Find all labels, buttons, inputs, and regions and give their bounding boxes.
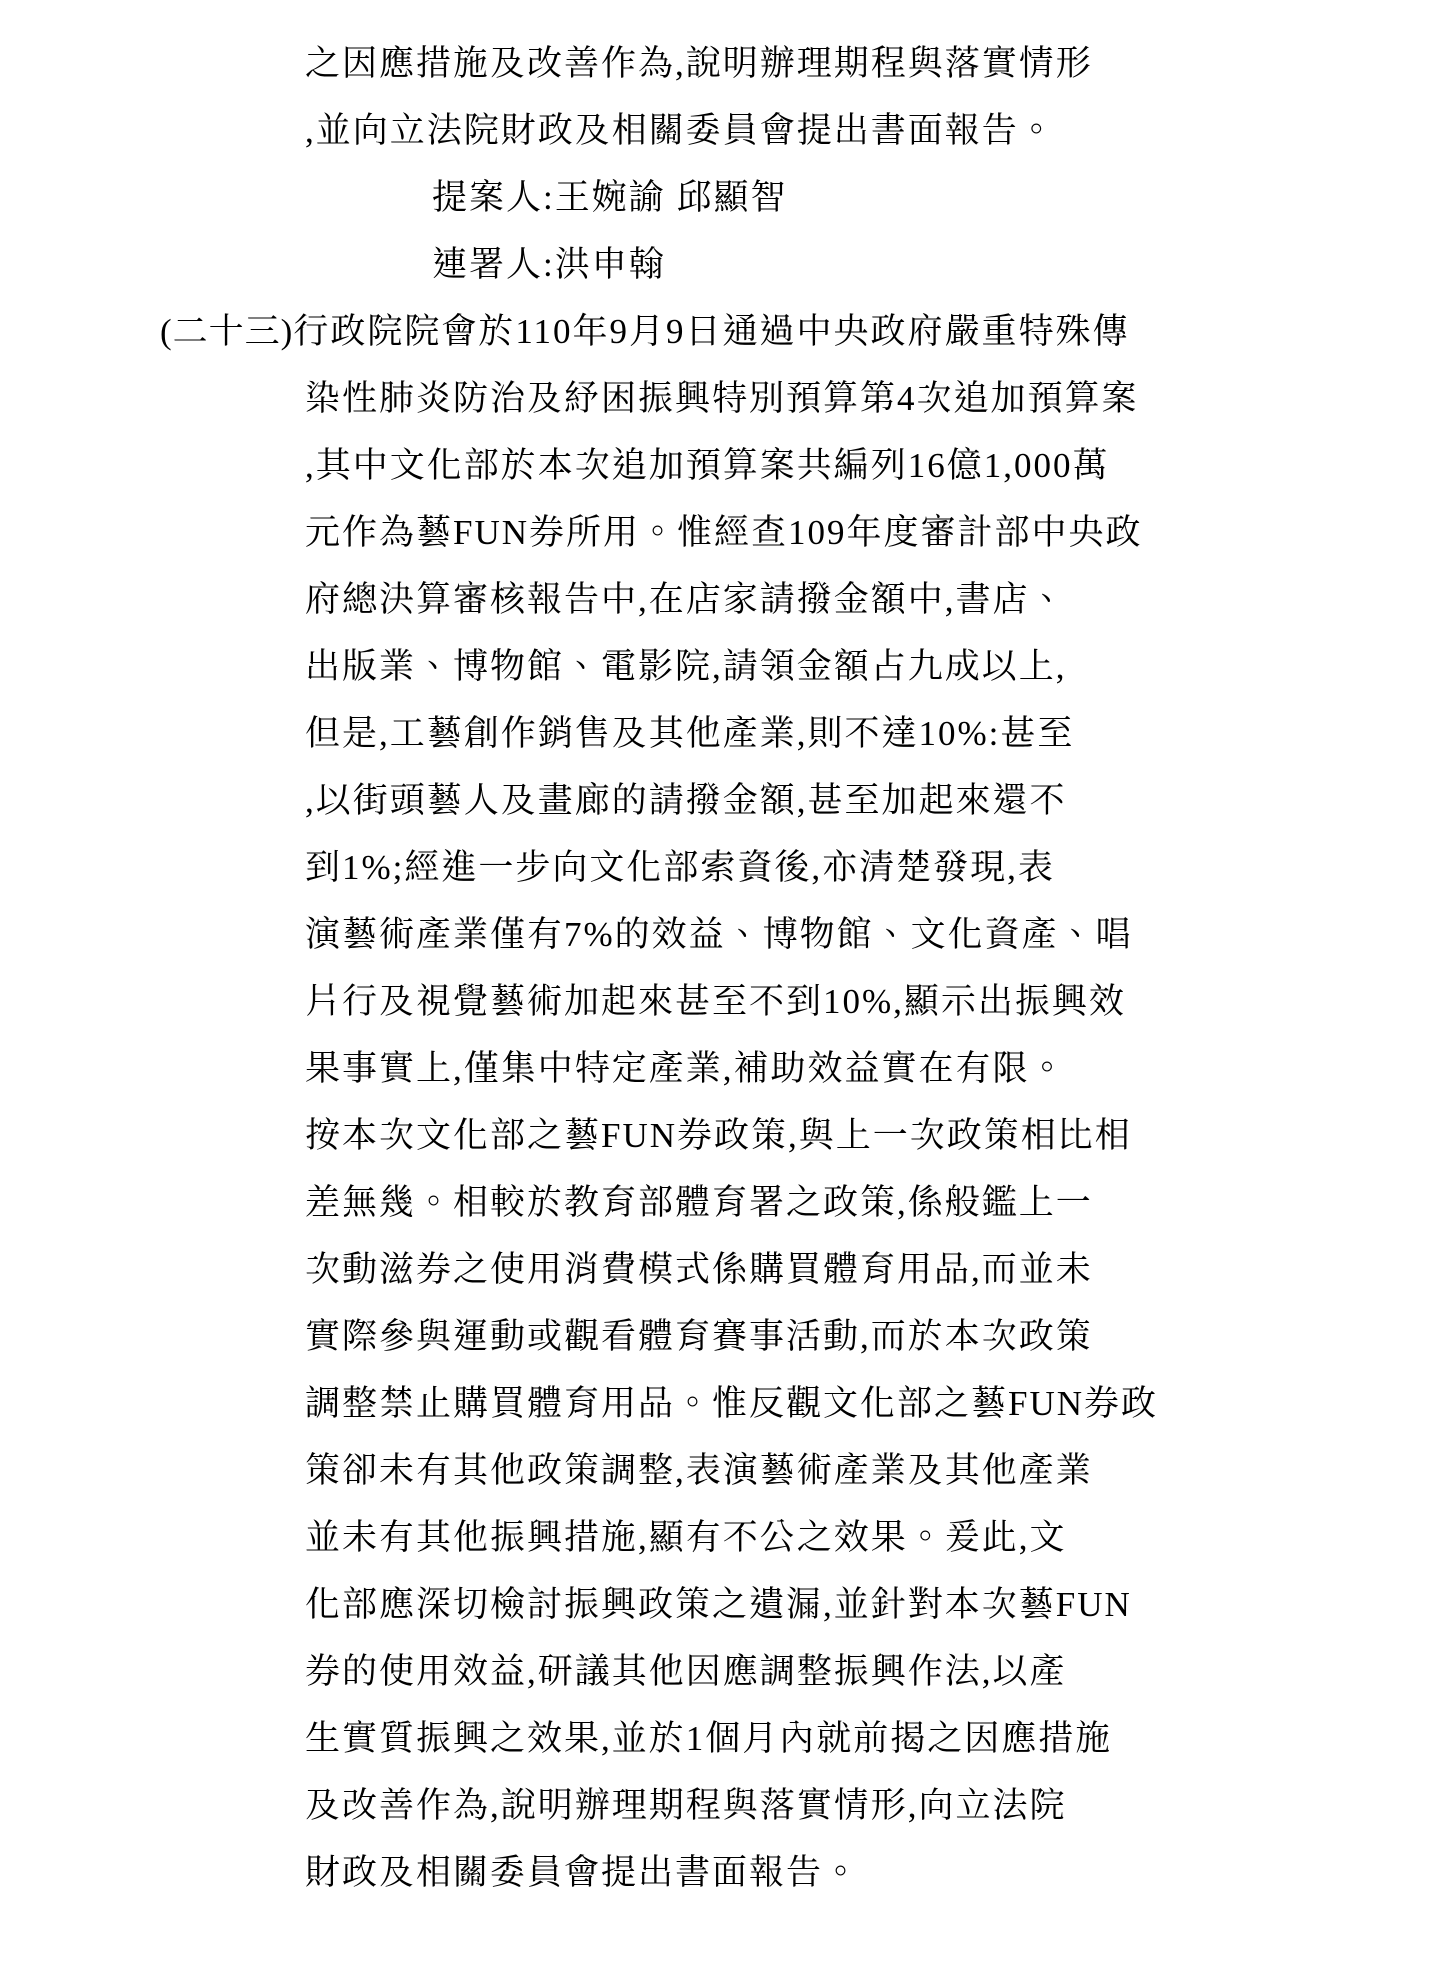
item-23-line: 化部應深切檢討振興政策之遺漏,並針對本次藝FUN — [305, 1585, 1132, 1624]
carryover-line: 之因應措施及改善作為,說明辦理期程與落實情形 — [305, 44, 1093, 83]
item-23-line: 生實質振興之效果,並於1個月內就前揭之因應措施 — [305, 1719, 1113, 1758]
item-23-line: 片行及視覺藝術加起來甚至不到10%,顯示出振興效 — [305, 982, 1126, 1021]
item-23-line: 財政及相關委員會提出書面報告。 — [305, 1853, 861, 1892]
item-23-line: 但是,工藝創作銷售及其他產業,則不達10%:甚至 — [305, 714, 1075, 753]
item-23-first-text: 行政院院會於110年9月9日通過中央政府嚴重特殊傳 — [293, 312, 1130, 351]
item-23-line: 元作為藝FUN券所用。惟經查109年度審計部中央政 — [305, 513, 1143, 552]
item-23-line: 及改善作為,說明辦理期程與落實情形,向立法院 — [305, 1786, 1067, 1825]
item-23-line: 差無幾。相較於教育部體育署之政策,係般鑑上一 — [305, 1183, 1093, 1222]
item-23-line: 果事實上,僅集中特定產業,補助效益實在有限。 — [305, 1049, 1067, 1088]
item-23-line: 實際參與運動或觀看體育賽事活動,而於本次政策 — [305, 1317, 1093, 1356]
document-text-block — [0, 30, 1442, 1906]
item-23-line: 到1%;經進一步向文化部索資後,亦清楚發現,表 — [305, 848, 1055, 887]
item-23-first-line — [160, 298, 1442, 365]
cosigner-line: 連署人:洪申翰 — [432, 245, 666, 284]
item-23-line: 演藝術產業僅有7%的效益、博物館、文化資產、唱 — [305, 915, 1133, 954]
item-23-line: ,其中文化部於本次追加預算案共編列16億1,000萬 — [305, 446, 1110, 485]
item-23-number: (二十三) — [160, 312, 294, 351]
item-23-line: ,以街頭藝人及畫廊的請撥金額,甚至加起來還不 — [305, 781, 1067, 820]
item-23-line: 染性肺炎防治及紓困振興特別預算第4次追加預算案 — [305, 379, 1139, 418]
carryover-line: ,並向立法院財政及相關委員會提出書面報告。 — [305, 111, 1056, 150]
item-23-line: 策卻未有其他政策調整,表演藝術產業及其他產業 — [305, 1451, 1093, 1490]
item-23-line: 調整禁止購買體育用品。惟反觀文化部之藝FUN券政 — [305, 1384, 1159, 1423]
proposer-line: 提案人:王婉諭 邱顯智 — [432, 178, 788, 217]
item-23-line: 並未有其他振興措施,顯有不公之效果。爰此,文 — [305, 1518, 1067, 1557]
item-23-line: 府總決算審核報告中,在店家請撥金額中,書店、 — [305, 580, 1067, 619]
item-23-line: 券的使用效益,研議其他因應調整振興作法,以產 — [305, 1652, 1067, 1691]
item-23-line: 出版業、博物館、電影院,請領金額占九成以上, — [305, 647, 1067, 686]
item-23-line: 次動滋券之使用消費模式係購買體育用品,而並未 — [305, 1250, 1093, 1289]
item-23-line: 按本次文化部之藝FUN券政策,與上一次政策相比相 — [305, 1116, 1132, 1155]
